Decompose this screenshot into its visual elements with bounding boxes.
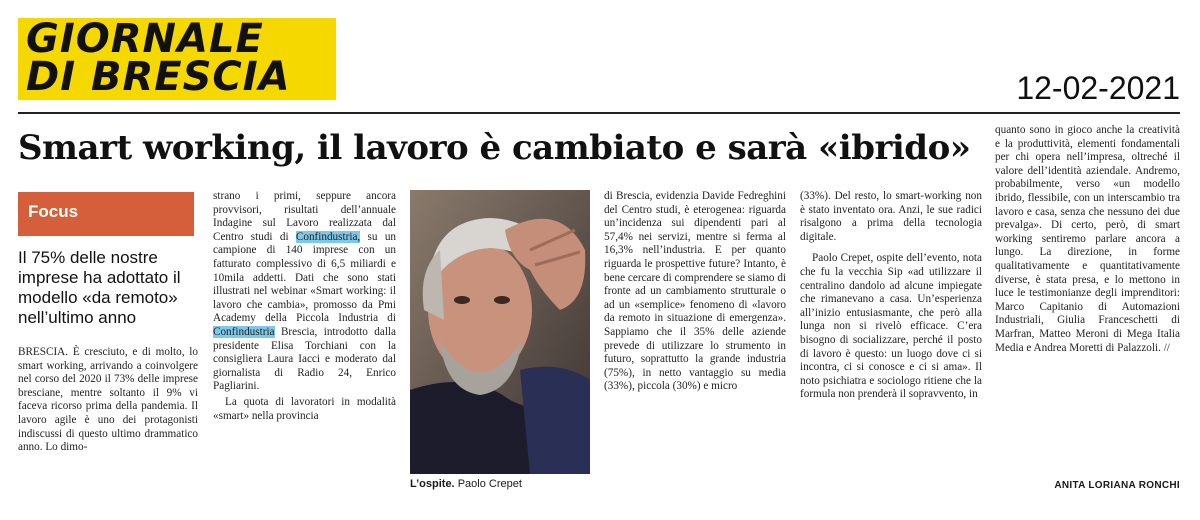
publication-date: 12-02-2021: [1016, 70, 1180, 106]
highlighted-term: Confindustria,: [295, 230, 361, 243]
article-author: ANITA LORIANA RONCHI: [1054, 480, 1180, 491]
article-headline: Smart working, il lavoro è cambiato e sarà «ibrido»: [18, 128, 971, 168]
column-2-text-c: Brescia, introdotto dalla presidente Elisa Torchiani con la consigliera Laura Iacci e moderato dal giornalista di Radio 24, Enrico Pagliarini.: [213, 325, 396, 393]
caption-label: L’ospite.: [410, 478, 455, 490]
portrait-photo: [410, 190, 590, 474]
column-2-text-b: su un campione di 140 imprese con un fatturato complessivo di 6,5 miliardi e 10mila addetti. Dati che sono stati illustrati nel webinar «Smart working: il lavoro che cambia», promosso da Pmi Academy della Piccola Industria di: [213, 230, 397, 325]
article-column-1: [18, 346, 198, 455]
masthead-divider: [18, 112, 1180, 114]
logo-line-1: GIORNALE: [26, 16, 264, 62]
caption-name: Paolo Crepet: [457, 478, 522, 490]
logo-line-2: DI BRESCIA: [26, 54, 291, 100]
article-column-5: [995, 124, 1180, 355]
portrait-illustration: [410, 190, 590, 474]
newspaper-logo: [18, 18, 336, 100]
article-column-3: [604, 190, 786, 394]
column-1-text: BRESCIA. È cresciuto, e di molto, lo smart working, arrivando a coinvolgere nel corso del 2020 il 73% delle imprese bresciane, mentre soltanto il 9% vi faceva ricorso prima della pandemia. Il lavoro agile è uno dei protagonisti indiscussi di questo ultimo drammatico anno. Lo dimo-: [18, 346, 198, 454]
focus-label: Focus: [28, 202, 79, 221]
article-column-2: [213, 190, 396, 423]
focus-subtitle: Il 75% delle nostre imprese ha adottato il modello «da remoto» nell’ultimo anno: [18, 248, 181, 327]
column-4-text-a: (33%). Del resto, lo smart-working non è stato inventato ora. Anzi, le sue radici risalgono a prima della tecnologia digitale.: [800, 190, 982, 243]
column-3-text: di Brescia, evidenzia Davide Fedreghini del Centro studi, è eterogenea: riguarda un’incidenza sui dipendenti pari al 57,4% nei servizi, mentre si ferma al 16,3% nell’industria. E per quanto riguarda le prospettive future? Intanto, è bene cercare di comprendere se siamo di fronte ad un cambiamento strutturale o ad un «semplice» fenomeno di «lavoro da remoto in situazione di emergenza». Sappiamo che il 35% delle aziende prevede di utilizzare lo strumento in futuro, soprattutto la grande industria (75%), in netto vantaggio su media (33%), piccola (30%) e micro: [604, 190, 787, 393]
column-2-text-a: strano i primi, seppure ancora provvisori, risultati dell’annuale Indagine sul Lavoro realizzata dal Centro studi di: [213, 190, 396, 243]
photo-caption: [410, 478, 600, 490]
highlighted-term: Confindustria: [213, 325, 275, 338]
focus-label-box: [18, 192, 194, 236]
article-column-4: [800, 190, 982, 402]
column-2-text-d: La quota di lavoratori in modalità «smart» nella provincia: [213, 395, 396, 422]
column-5-text: quanto sono in gioco anche la creatività e la produttività, elementi fondamentali per chi opera nell’impresa, oltreché il valore dell’identità aziendale. Andremo, probabilmente, verso «un modello ibrido, flessibile, con un interscambio tra lavoro e casa, senza che nessuno dei due prevalga». Di certo, però, di smart working sentiremo parlare ancora a lungo. La direzione, in forme qualitativamente e quantitativamente diverse, è stata presa, e lo mettono in luce le testimonianze degli imprenditori: Marco Capitanio di Automazioni Industriali, Giulia Franceschetti di Marfran, Matteo Meroni di Mega Italia Media e Andrea Moretti di Palazzoli. //: [995, 124, 1180, 354]
column-4-text-b: Paolo Crepet, ospite dell’evento, nota che fu la vecchia Sip «ad utilizzare il centralino dandolo ad alcune impiegate che rimanevano a casa. Un’esperienza all’inizio entusiasmante, che però alla lunga non si rivelò efficace. C’era bisogno di socializzare, perché il posto di lavoro è questo: un luogo dove ci si incontra, ci si conosce e ci si ama». Il noto psichiatra e sociologo ritiene che la formula non prenderà il sopravvento, in: [800, 252, 982, 401]
column-2-paragraph: [213, 190, 396, 394]
